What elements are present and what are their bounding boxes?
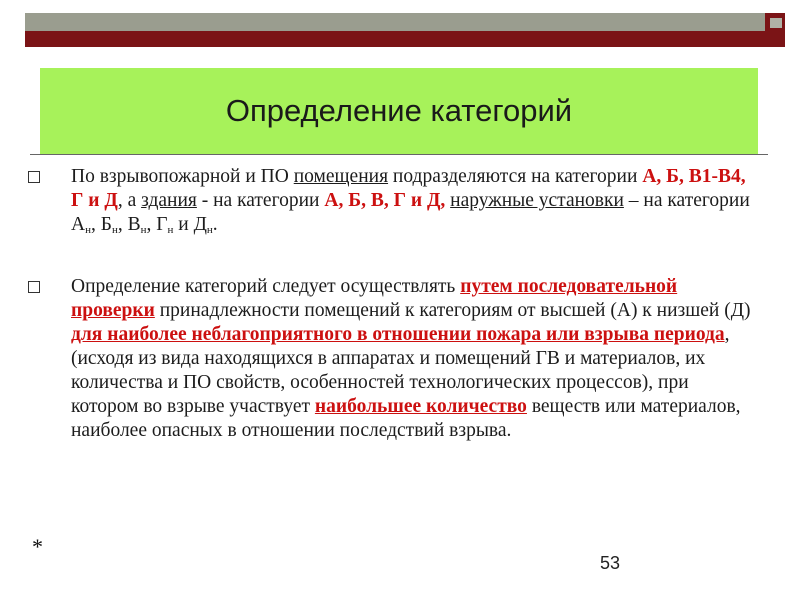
text: , Б [90, 214, 112, 235]
subscript: н [206, 224, 213, 236]
corner-block-lower [765, 31, 785, 47]
bullet-square-icon [28, 171, 40, 183]
text: – на категории А [71, 190, 750, 235]
text: Определение категорий следует осуществлять [71, 276, 461, 297]
highlighted-text: наибольшее количество [314, 396, 527, 417]
text: веществ или материалов, наиболее опасных в отношении последствий взрыва. [71, 396, 741, 441]
bullet-square-icon [28, 281, 40, 293]
text: и Д [173, 214, 207, 235]
header-band-maroon [25, 31, 765, 47]
page-number: 53 [600, 553, 621, 573]
slide-title: Определение категорий [225, 93, 573, 128]
highlighted-text: А, Б, В1-В4, Г и Д [71, 166, 746, 211]
highlighted-text: для наиболее неблагоприятного в отношении пожара или взрыва периода [71, 324, 725, 345]
highlighted-text: путем последовательной проверки [71, 276, 678, 321]
text: , В [117, 214, 141, 235]
header-band-gray [25, 13, 765, 31]
paragraph-1 [71, 165, 751, 242]
underlined-text: наружные установки [450, 190, 624, 211]
corner-inset [770, 18, 782, 28]
subscript: н [111, 224, 118, 236]
text: , Г [146, 214, 168, 235]
subscript: н [167, 224, 174, 236]
text: принадлежности помещений к категориям от высшей (А) к низшей (Д) [154, 300, 751, 321]
subscript: н [140, 224, 147, 236]
text: подразделяются на категории [388, 166, 643, 187]
text: . [212, 214, 218, 235]
underlined-text: помещения [293, 166, 389, 187]
text: , (исходя из вида находящихся в аппаратах и помещений ГВ и материалов, их количества и ПО свойств, особенностей технологических процессов), при котором во взрыве участвует [71, 324, 730, 417]
text: , а [117, 190, 142, 211]
paragraph-2 [71, 275, 751, 443]
text: - на категории [196, 190, 325, 211]
underlined-text: здания [141, 190, 197, 211]
title-divider [30, 154, 768, 155]
footnote-asterisk: * [32, 534, 43, 559]
subscript: н [85, 224, 91, 236]
highlighted-text: А, Б, В, Г и Д, [324, 190, 446, 211]
text: По взрывопожарной и ПО [71, 166, 294, 187]
